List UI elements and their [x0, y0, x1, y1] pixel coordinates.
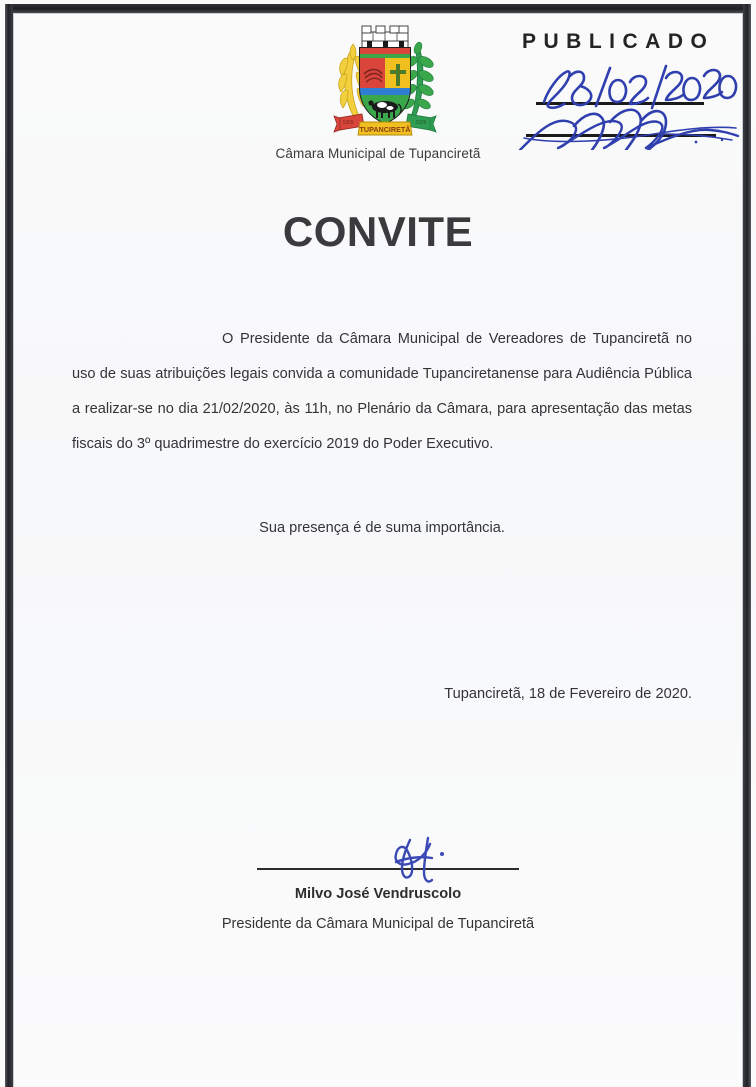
- coat-of-arms-icon: [320, 22, 450, 146]
- scan-frame-right: [743, 4, 751, 1087]
- handwritten-signature-icon: [372, 832, 492, 886]
- closing-line: Sua presença é de suma importância.: [259, 520, 505, 536]
- page-title: CONVITE: [282, 208, 474, 255]
- ribbon-text: TUPANCIRETÃ: [359, 125, 411, 134]
- scan-frame-top: [5, 4, 751, 13]
- stamp-handwriting: [514, 30, 744, 150]
- scan-frame-left: [5, 4, 13, 1087]
- invitation-paragraph: O Presidente da Câmara Municipal de Vereadores de Tupanciretã no uso de suas atribuições legais convida a comunidade Tupanciretanense para Audiência Pública a realizar-se no dia 21/02/2020, às 11h, no Plenário da Câmara, para apresentação das metas fiscais do 3º quadrimestre do exercício 2019 do Poder Executivo.: [72, 331, 692, 452]
- ribbon-year-left: 1955: [342, 120, 354, 126]
- body-text-block: [72, 322, 692, 462]
- publicado-stamp: [514, 30, 744, 150]
- ribbon-year-right: 1926: [415, 120, 427, 126]
- date-line: Tupanciretã, 18 de Fevereiro de 2020.: [444, 686, 692, 702]
- mural-crown: [362, 26, 408, 49]
- organization-name: Câmara Municipal de Tupanciretã: [275, 146, 481, 161]
- signatory-role: Presidente da Câmara Municipal de Tupanciretã: [221, 916, 535, 932]
- signatory-name: Milvo José Vendruscolo: [294, 886, 462, 902]
- shield: [358, 48, 412, 125]
- document-header: [14, 14, 742, 164]
- stamp-label: PUBLICADO: [522, 30, 715, 53]
